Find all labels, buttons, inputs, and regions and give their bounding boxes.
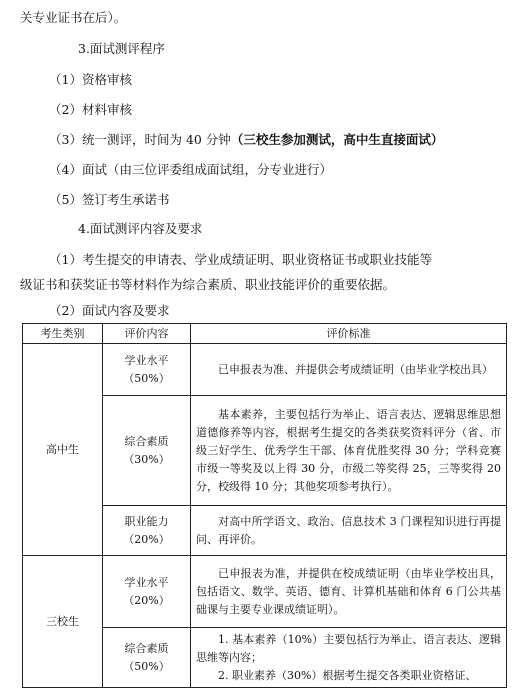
standard-paragraph: 2. 职业素养（30%）根据考生提交各类职业资格证、	[218, 668, 477, 682]
evaluation-table	[22, 323, 507, 688]
category-cell: 高中生	[23, 344, 103, 556]
text-line: （1）资格审核	[49, 72, 132, 87]
criterion-cell	[103, 556, 191, 628]
section-heading: 3.面试测评程序	[78, 41, 165, 56]
criterion-weight: （30%）	[123, 452, 170, 466]
criterion-cell	[103, 628, 191, 688]
text-line: （2）面试内容及要求	[49, 303, 170, 318]
text-line: 级证书和获奖证书等材料作为综合素质、职业技能评价的重要依据。	[20, 277, 396, 292]
standard-cell: 对高中所学语文、政治、信息技术 3 门课程知识进行再提问、再评价。	[191, 506, 507, 556]
criterion-weight: （50%）	[123, 371, 170, 385]
criterion-name: 学业水平	[124, 353, 169, 367]
criterion-name: 职业能力	[124, 514, 169, 528]
criterion-name: 综合素质	[124, 434, 169, 448]
category-cell: 三校生	[23, 556, 103, 688]
bold-text-span: （三校生参加测试，高中生直接面试）	[230, 132, 444, 147]
text-line: 关专业证书在后）。	[20, 10, 127, 25]
standard-cell: 基本素养，主要包括行为举止、语言表达、逻辑思维思想道德修养等内容，根据考生提交的各类获奖资料评分（省、市级三好学生、优秀学生干部、体育优胜奖得 30 分；学科竞赛市级一等奖及以上得 30 分，市级二等奖得 25，三等奖得 20 分，校级得 10 分；其他奖项参考执行）。	[191, 396, 507, 506]
criterion-name: 综合素质	[124, 641, 169, 655]
column-header: 评价标准	[191, 324, 507, 344]
criterion-name: 学业水平	[124, 575, 169, 589]
column-header: 评价内容	[103, 324, 191, 344]
table-row	[23, 556, 507, 628]
criterion-weight: （20%）	[123, 593, 170, 607]
text-line: （1）考生提交的申请表、学业成绩证明、职业资格证书或职业技能等	[49, 252, 432, 267]
text-line: （2）材料审核	[49, 102, 132, 117]
text-line: （4）面试（由三位评委组成面试组，分专业进行）	[49, 162, 332, 177]
text-span: （3）统一测评，时间为 40 分钟	[49, 132, 231, 147]
criterion-cell	[103, 506, 191, 556]
table-header-row	[23, 324, 507, 344]
criterion-cell	[103, 396, 191, 506]
criterion-cell	[103, 344, 191, 396]
column-header: 考生类别	[23, 324, 103, 344]
standard-cell: 已申报表为准，并提供在校成绩证明（由毕业学校出具，包括语文、数学、英语、德育、计算机基础和体育 6 门公共基础课与主要专业课成绩证明）。	[191, 556, 507, 628]
criterion-weight: （50%）	[123, 659, 170, 673]
standard-paragraph: 1. 基本素养（10%）主要包括行为举止、语言表达、逻辑思维等内容；	[196, 632, 501, 664]
standard-cell: 已申报表为准、并提供会考成绩证明（由毕业学校出具）	[191, 344, 507, 396]
criterion-weight: （20%）	[123, 532, 170, 546]
text-line	[49, 131, 443, 149]
standard-cell	[191, 628, 507, 688]
section-heading: 4.面试测评内容及要求	[78, 221, 203, 236]
table-row	[23, 344, 507, 396]
text-line: （5）签订考生承诺书	[49, 192, 170, 207]
